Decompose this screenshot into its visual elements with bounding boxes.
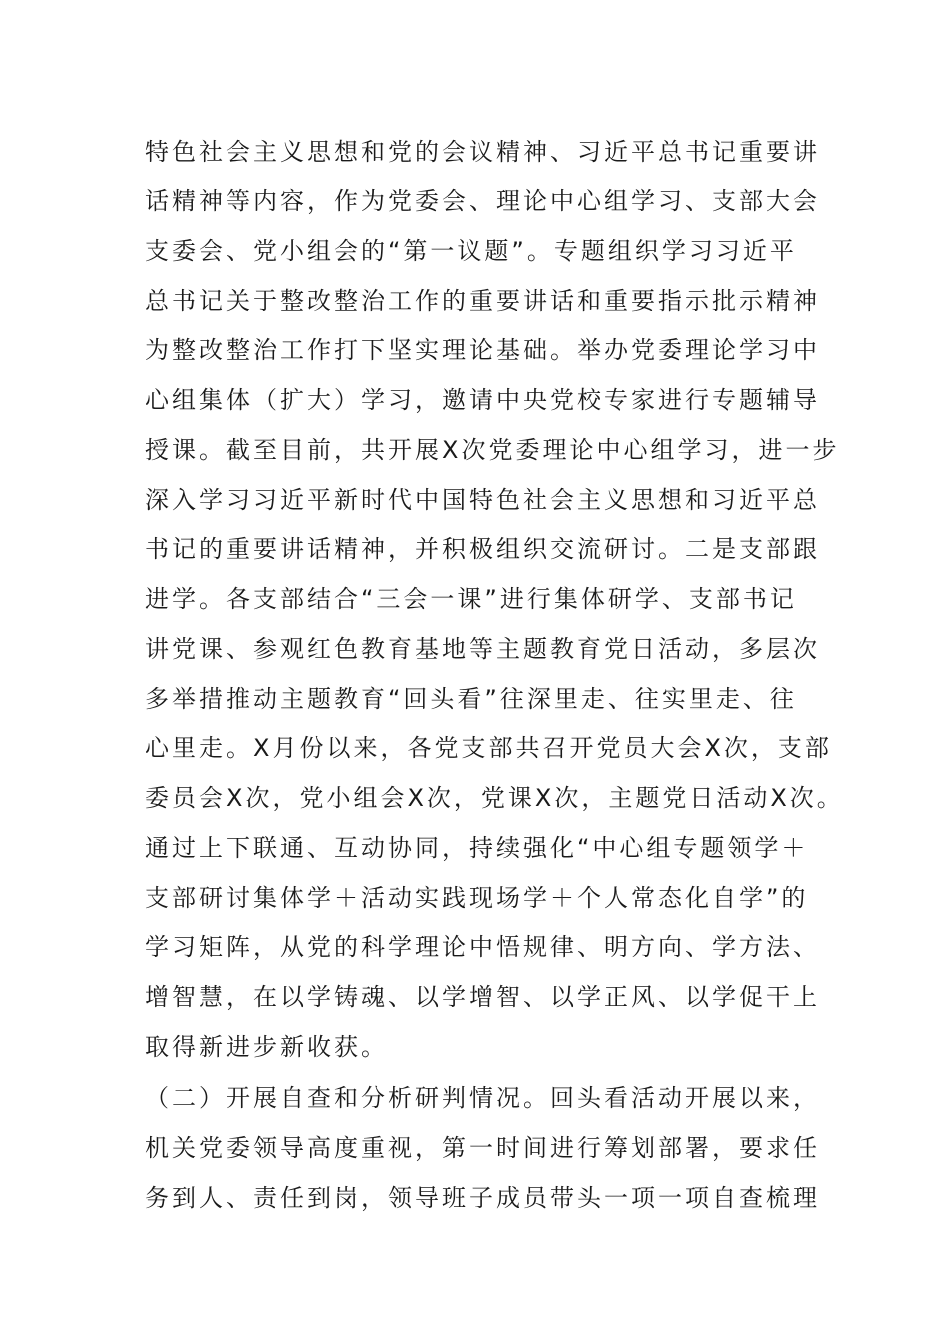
text-line: 特色社会主义思想和党的会议精神、习近平总书记重要讲 [145, 138, 820, 166]
text-line: 务到人、责任到岗，领导班子成员带头一项一项自查梳理 [145, 1184, 820, 1212]
text-line: 通过上下联通、互动协同，持续强化“中心组专题领学＋ [145, 834, 809, 862]
text-line: 多举措推动主题教育“回头看”往深里走、往实里走、往 [145, 685, 797, 713]
text-line: 机关党委领导高度重视，第一时间进行筹划部署，要求任 [145, 1134, 820, 1162]
text-line: 支部研讨集体学＋活动实践现场学＋个人常态化自学”的 [145, 884, 809, 912]
text-line: 授课。截至目前，共开展X次党委理论中心组学习，进一步 [145, 436, 840, 464]
text-line: 深入学习习近平新时代中国特色社会主义思想和习近平总 [145, 486, 820, 514]
text-line: 取得新进步新收获。 [145, 1033, 388, 1061]
text-line: 为整改整治工作打下坚实理论基础。举办党委理论学习中 [145, 336, 820, 364]
text-line: 进学。各支部结合“三会一课”进行集体研学、支部书记 [145, 585, 797, 613]
text-line: 心里走。X月份以来，各党支部共召开党员大会X次，支部 [145, 734, 832, 762]
text-line: 心组集体（扩大）学习，邀请中央党校专家进行专题辅导 [145, 386, 820, 414]
text-line: 话精神等内容，作为党委会、理论中心组学习、支部大会 [145, 187, 820, 215]
text-line: 总书记关于整改整治工作的重要讲话和重要指示批示精神 [145, 287, 820, 315]
text-line: 委员会X次，党小组会X次，党课X次，主题党日活动X次。 [145, 784, 844, 812]
text-line: 支委会、党小组会的“第一议题”。专题组织学习习近平 [145, 237, 797, 265]
section-heading-line: （二）开展自查和分析研判情况。回头看活动开展以来， [145, 1084, 820, 1112]
text-line: 增智慧，在以学铸魂、以学增智、以学正风、以学促干上 [145, 983, 820, 1011]
text-line: 书记的重要讲话精神，并积极组织交流研讨。二是支部跟 [145, 535, 820, 563]
text-line: 学习矩阵，从党的科学理论中悟规律、明方向、学方法、 [145, 933, 820, 961]
text-line: 讲党课、参观红色教育基地等主题教育党日活动，多层次 [145, 635, 820, 663]
